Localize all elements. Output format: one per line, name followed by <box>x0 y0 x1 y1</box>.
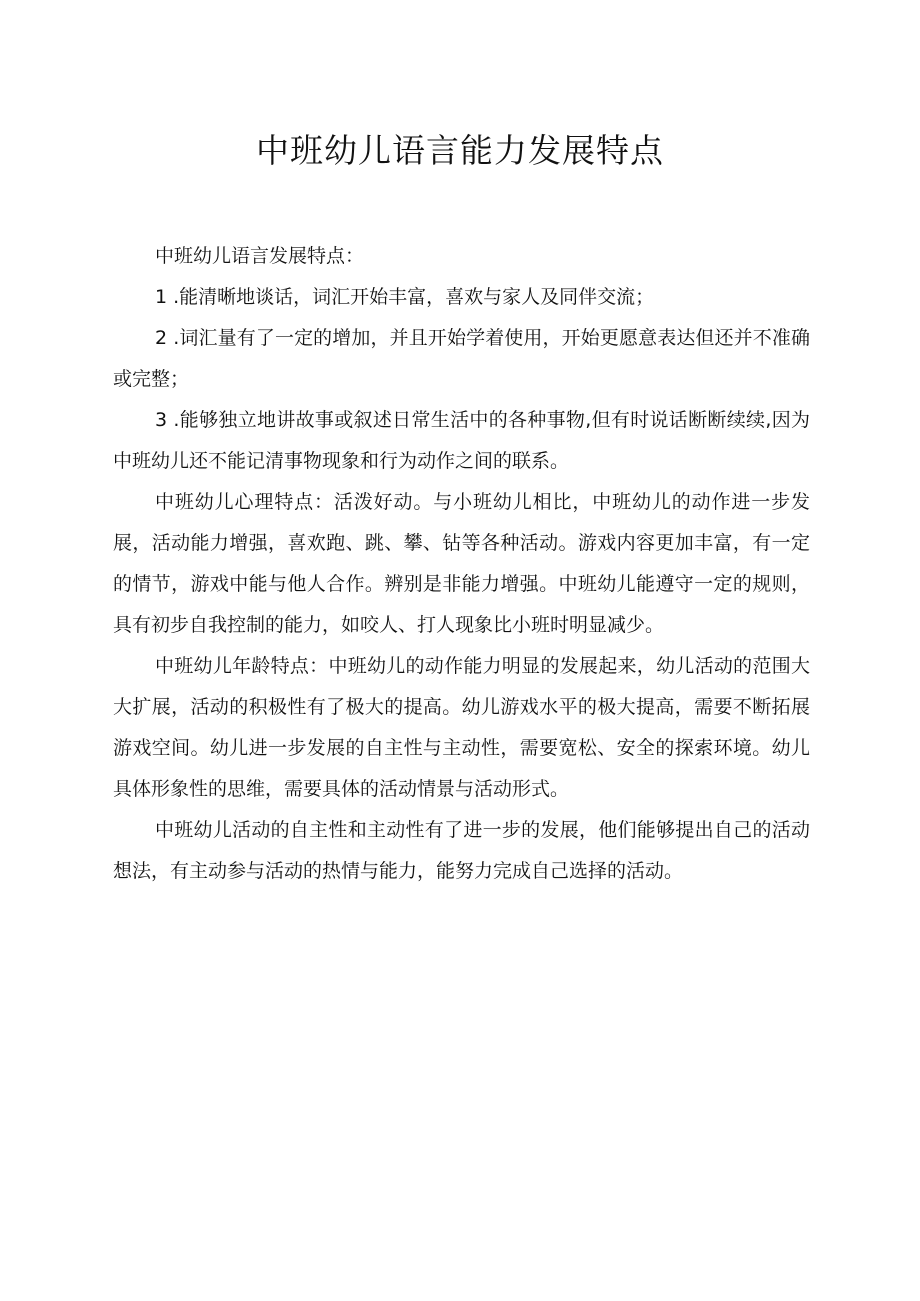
document-title: 中班幼儿语言能力发展特点 <box>256 131 664 170</box>
paragraph-age-features: 中班幼儿年龄特点：中班幼儿的动作能力明显的发展起来，幼儿活动的范围大大扩展，活动的积极性有了极大的提高。幼儿游戏水平的极大提高，需要不断拓展游戏空间。幼儿进一步发展的自主性与主动性，需要宽松、安全的探索环境。幼儿具体形象性的思维，需要具体的活动情景与活动形式。 <box>113 655 810 800</box>
paragraph-item-2: 2 .词汇量有了一定的增加，并且开始学着使用，开始更愿意表达但还并不准确或完整； <box>113 327 810 390</box>
paragraph-language-heading: 中班幼儿语言发展特点： <box>155 245 365 267</box>
document-body <box>113 236 810 892</box>
paragraph-item-1: 1 .能清晰地谈话，词汇开始丰富，喜欢与家人及同伴交流； <box>155 286 655 308</box>
paragraph-psychology: 中班幼儿心理特点：活泼好动。与小班幼儿相比，中班幼儿的动作进一步发展，活动能力增强，喜欢跑、跳、攀、钻等各种活动。游戏内容更加丰富，有一定的情节，游戏中能与他人合作。辨别是非能力增强。中班幼儿能遵守一定的规则，具有初步自我控制的能力，如咬人、打人现象比小班时明显减少。 <box>113 491 810 636</box>
paragraph-item-3: 3 .能够独立地讲故事或叙述日常生活中的各种事物,但有时说话断断续续,因为中班幼儿还不能记清事物现象和行为动作之间的联系。 <box>113 409 810 472</box>
paragraph-activity: 中班幼儿活动的自主性和主动性有了进一步的发展，他们能够提出自己的活动想法，有主动参与活动的热情与能力，能努力完成自己选择的活动。 <box>113 819 810 882</box>
